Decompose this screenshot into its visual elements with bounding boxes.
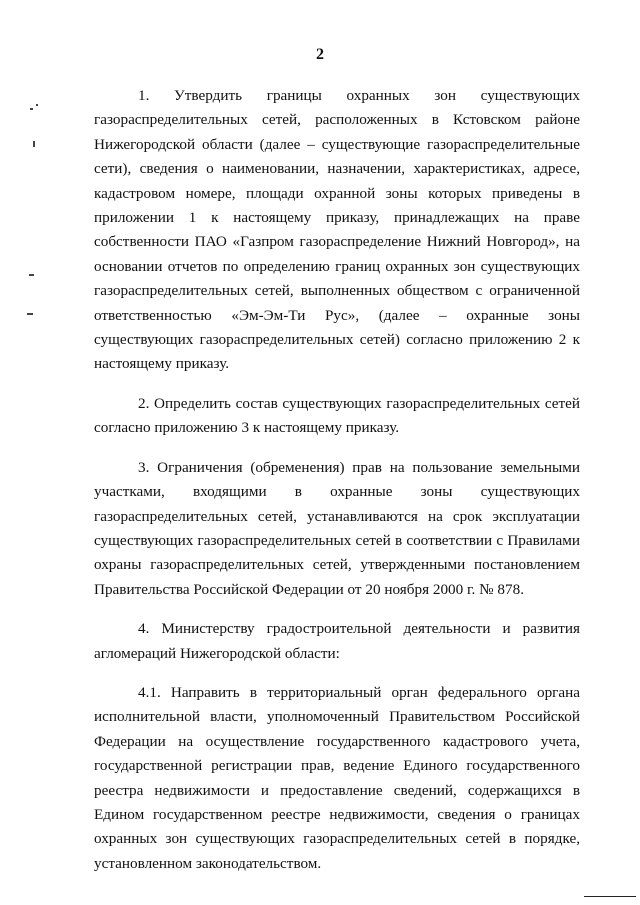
paragraph-1: 1. Утвердить границы охранных зон существующих газораспределительных сетей, расположенных в Кстовском районе Нижегородской области (далее – существующие газораспределительные сети), сведения о наименовании, назначении, характеристиках, адресе, кадастровом номере, площади охранной зоны которых приведены в приложении 1 к настоящему приказу, принадлежащих на праве собственности ПАО «Газпром газораспределение Нижний Новгород», на основании отчетов по определению границ охранных зон существующих газораспределительных сетей, выполненных обществом с ограниченной ответственностью «Эм-Эм-Ти Рус», (далее – охранные зоны существующих газораспределительных сетей) согласно приложению 2 к настоящему приказу. <box>94 87 580 373</box>
document-body <box>94 84 580 876</box>
footer-rule <box>584 896 636 897</box>
scan-artifact-mark <box>30 108 33 110</box>
page-number: 2 <box>316 46 324 63</box>
paragraph-4-1: 4.1. Направить в территориальный орган федерального органа исполнительной власти, уполномоченный Правительством Российской Федерации на осуществление государственного кадастрового учета, государственной регистрации прав, ведение Единого государственного реестра недвижимости и предоставление сведений, содержащихся в Едином государственном реестре недвижимости, сведения о границах охранных зон существующих газораспределительных сетей в порядке, установленном законодательством. <box>94 683 580 872</box>
scan-artifact-mark <box>36 104 38 106</box>
scan-artifact-mark <box>33 141 35 147</box>
scan-artifact-mark <box>29 274 34 276</box>
scan-artifact-mark <box>27 313 33 315</box>
paragraph-3: 3. Ограничения (обременения) прав на пользование земельными участками, входящими в охранные зоны существующих газораспределительных сетей, устанавливаются на срок эксплуатации существующих газораспределительных сетей в соответствии с Правилами охраны газораспределительных сетей, утвержденными постановлением Правительства Российской Федерации от 20 ноября 2000 г. № 878. <box>94 458 580 598</box>
paragraph-2: 2. Определить состав существующих газораспределительных сетей согласно приложению 3 к настоящему приказу. <box>94 394 580 437</box>
paragraph-4: 4. Министерству градостроительной деятельности и развития агломераций Нижегородской области: <box>94 620 580 662</box>
